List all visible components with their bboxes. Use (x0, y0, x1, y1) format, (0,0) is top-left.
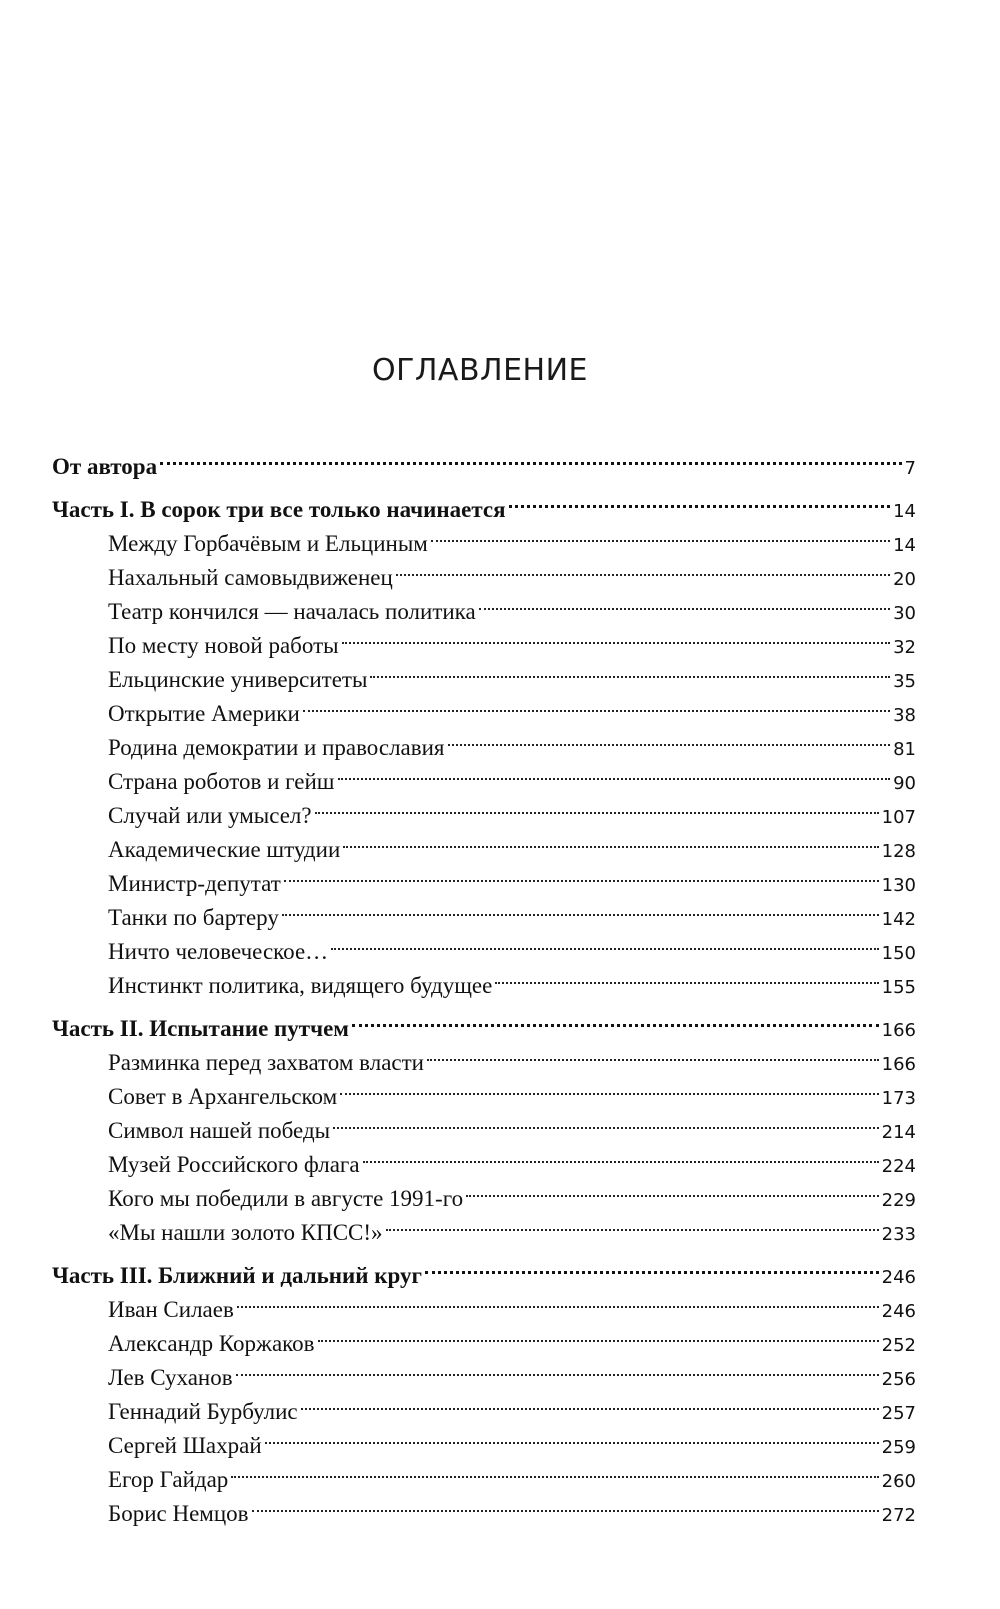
toc-entry-label: Егор Гайдар (108, 1467, 229, 1492)
dot-leader (363, 1138, 879, 1172)
toc-page-number: 150 (881, 943, 916, 964)
toc-page-number: 30 (893, 603, 916, 624)
toc-part-heading[interactable] (52, 1002, 916, 1041)
toc-entry-intro[interactable] (52, 440, 916, 479)
dot-leader (338, 755, 891, 789)
toc-page-number: 272 (881, 1505, 916, 1526)
dot-leader (237, 1283, 879, 1317)
toc-entry-label: Часть III. Ближний и дальний круг (52, 1263, 422, 1288)
toc-page-number: 246 (881, 1267, 916, 1288)
toc-entry-label: По месту новой работы (108, 633, 339, 658)
toc-page-number: 166 (881, 1054, 916, 1075)
dot-leader (252, 1487, 879, 1521)
toc-page-number: 214 (881, 1122, 916, 1143)
toc-entry-label: Геннадий Бурбулис (108, 1399, 298, 1424)
toc-entry-label: Иван Силаев (108, 1297, 234, 1322)
toc-page-number: 14 (893, 535, 916, 556)
page-title: ОГЛАВЛЕНИЕ (371, 353, 589, 388)
dot-leader (333, 1104, 879, 1138)
toc-entry-label: Разминка перед захватом власти (108, 1050, 424, 1075)
toc-entry-label: Ничто человеческое… (108, 939, 329, 964)
dot-leader (509, 483, 891, 517)
toc-page-number: 257 (881, 1403, 916, 1424)
toc-entry-label: Страна роботов и гейш (108, 769, 335, 794)
dot-leader (236, 1351, 879, 1385)
toc-page-number: 20 (893, 569, 916, 590)
dot-leader (231, 1453, 878, 1487)
dot-leader (160, 440, 901, 474)
toc-page-number: 38 (893, 705, 916, 726)
toc-entry-label: Инстинкт политика, видящего будущее (108, 973, 493, 998)
toc-entry-label: Борис Немцов (108, 1501, 249, 1526)
dot-leader (425, 1249, 879, 1283)
dot-leader (466, 1172, 879, 1206)
toc-part-heading[interactable] (52, 483, 916, 522)
toc-page-number: 224 (881, 1156, 916, 1177)
dot-leader (265, 1419, 879, 1453)
toc-part-block (52, 1002, 916, 1245)
dot-leader (396, 551, 890, 585)
toc-entry-label: Академические штудии (108, 837, 341, 862)
dot-leader (370, 653, 890, 687)
dot-leader (431, 517, 890, 551)
dot-leader (303, 687, 890, 721)
toc-entry-label: Танки по бартеру (108, 905, 279, 930)
toc-page-number: 259 (881, 1437, 916, 1458)
toc-page-number: 233 (881, 1224, 916, 1245)
toc-entry-label: Лев Суханов (108, 1365, 233, 1390)
toc-page-number: 7 (904, 458, 916, 479)
toc-entry-label: Министр-депутат (108, 871, 281, 896)
toc-entry-label: Родина демократии и православия (108, 735, 445, 760)
dot-leader (448, 721, 891, 755)
toc-page-number: 229 (881, 1190, 916, 1211)
toc-page-number: 252 (881, 1335, 916, 1356)
toc-entry-label: Часть I. В сорок три все только начинается (52, 497, 506, 522)
toc-page-number: 32 (893, 637, 916, 658)
dot-leader (386, 1206, 879, 1240)
toc-page-number: 173 (881, 1088, 916, 1109)
toc-page-number: 128 (881, 841, 916, 862)
dot-leader (315, 789, 879, 823)
toc-entry-label: Сергей Шахрай (108, 1433, 262, 1458)
toc-entry-label: Нахальный самовыдвиженец (108, 565, 393, 590)
dot-leader (282, 891, 879, 925)
dot-leader (343, 823, 878, 857)
toc-page-number: 107 (881, 807, 916, 828)
toc-page-number: 130 (881, 875, 916, 896)
toc-part-block (52, 1249, 916, 1526)
dot-leader (342, 619, 891, 653)
toc-entry-label: От автора (52, 454, 158, 479)
toc-entry-label: Музей Российского флага (108, 1152, 360, 1177)
dot-leader (331, 925, 878, 959)
dot-leader (352, 1002, 879, 1036)
toc-page-number: 260 (881, 1471, 916, 1492)
table-of-contents (52, 440, 916, 1530)
toc-page-number: 14 (893, 501, 916, 522)
toc-entry-label: Театр кончился — началась политика (108, 599, 476, 624)
toc-page-number: 155 (881, 977, 916, 998)
dot-leader (301, 1385, 879, 1419)
toc-page-number: 246 (881, 1301, 916, 1322)
toc-entry-label: Совет в Архангельском (108, 1084, 338, 1109)
dot-leader (284, 857, 879, 891)
toc-page-number: 90 (893, 773, 916, 794)
toc-part-block (52, 483, 916, 998)
toc-entry-label: Между Горбачёвым и Ельциным (108, 531, 428, 556)
toc-page-number: 35 (893, 671, 916, 692)
dot-leader (427, 1036, 879, 1070)
toc-entry-label: «Мы нашли золото КПСС!» (108, 1220, 383, 1245)
toc-page-number: 81 (893, 739, 916, 760)
toc-entry-label: Случай или умысел? (108, 803, 312, 828)
dot-leader (318, 1317, 879, 1351)
toc-entry-label: Кого мы победили в августе 1991-го (108, 1186, 464, 1211)
toc-entry-label: Ельцинские университеты (108, 667, 368, 692)
toc-part-heading[interactable] (52, 1249, 916, 1288)
dot-leader (340, 1070, 878, 1104)
toc-entry-label: Символ нашей победы (108, 1118, 331, 1143)
toc-page-number: 166 (881, 1020, 916, 1041)
toc-entry-label: Открытие Америки (108, 701, 300, 726)
toc-page-number: 142 (881, 909, 916, 930)
toc-entry-label: Часть II. Испытание путчем (52, 1016, 349, 1041)
dot-leader (479, 585, 890, 619)
dot-leader (495, 959, 878, 993)
toc-entry-label: Александр Коржаков (108, 1331, 315, 1356)
toc-page-number: 256 (881, 1369, 916, 1390)
